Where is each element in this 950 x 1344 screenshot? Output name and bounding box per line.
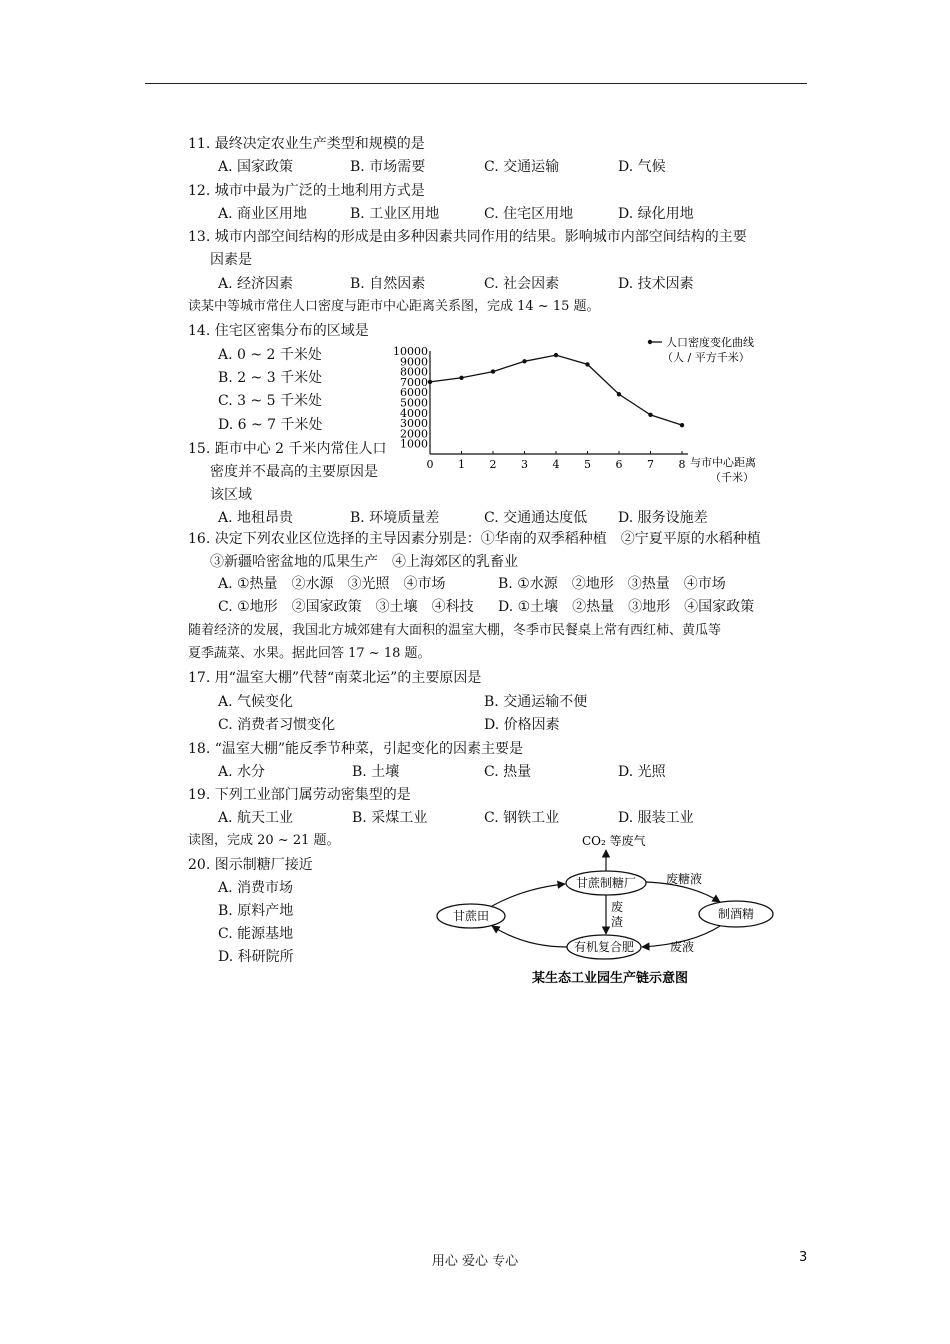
exhaust-label: CO₂ 等废气 xyxy=(582,834,646,848)
y-tick-label: 5000 xyxy=(400,396,428,410)
q12-stem: 12. 城市中最为广泛的土地利用方式是 xyxy=(188,183,425,199)
q12-option-b: B. 工业区用地 xyxy=(350,206,440,222)
q17-option-a: A. 气候变化 xyxy=(218,694,294,710)
q17-option-b: B. 交通运输不便 xyxy=(484,694,588,710)
fertilizer-label: 有机复合肥 xyxy=(573,940,635,954)
waste-liquid-label: 废液 xyxy=(670,940,695,954)
q18-option-b: B. 土壤 xyxy=(352,764,400,780)
q13-stem-line1: 13. 城市内部空间结构的形成是由多种因素共同作用的结果。影响城市内部空间结构的主要 xyxy=(188,229,747,245)
q11-stem: 11. 最终决定农业生产类型和规模的是 xyxy=(188,136,425,152)
q15-stem-line1: 15. 距市中心 2 千米内常住人口 xyxy=(188,441,387,457)
q14-option-b: B. 2 ~ 3 千米处 xyxy=(218,370,323,386)
q19-option-c: C. 钢铁工业 xyxy=(484,810,560,826)
q14-stem: 14. 住宅区密集分布的区域是 xyxy=(188,323,369,339)
q13-stem-line2: 因素是 xyxy=(210,252,252,268)
data-point xyxy=(680,423,684,427)
y-tick-label: 6000 xyxy=(400,386,428,400)
intro-17-18-line2: 夏季蔬菜、水果。据此回答 17 ~ 18 题。 xyxy=(188,646,431,661)
y-tick-label: 1000 xyxy=(400,437,428,451)
y-tick-label: 3000 xyxy=(400,417,428,431)
q19-option-b: B. 采煤工业 xyxy=(352,810,428,826)
legend-marker xyxy=(648,340,652,344)
liquor-factory-label: 制酒精 xyxy=(717,907,755,921)
q14-option-d: D. 6 ~ 7 千米处 xyxy=(218,417,323,433)
page-number: 3 xyxy=(799,1250,808,1265)
q15-stem-line3: 该区域 xyxy=(210,487,252,503)
x-tick-label: 1 xyxy=(458,458,465,471)
legend-unit: （人 / 平方千米） xyxy=(662,351,750,364)
q16-option-c: C. ①地形 ②国家政策 ③土壤 ④科技 xyxy=(218,599,474,615)
q15-stem-line2: 密度并不最高的主要原因是 xyxy=(210,464,378,480)
q16-stem-line2: ③新疆哈密盆地的瓜果生产 ④上海郊区的乳畜业 xyxy=(210,554,518,570)
intro-20-21: 读图，完成 20 ~ 21 题。 xyxy=(188,833,340,848)
q15-option-b: B. 环境质量差 xyxy=(350,510,440,526)
sugar-factory-label: 甘蔗制糖厂 xyxy=(575,876,637,890)
x-tick-label: 0 xyxy=(426,458,434,471)
x-tick-label: 5 xyxy=(584,458,591,471)
x-tick-label: 3 xyxy=(521,458,528,471)
y-tick-label: 9000 xyxy=(400,355,428,369)
y-tick-label: 10000 xyxy=(393,345,428,358)
data-point xyxy=(617,392,621,396)
q20-option-c: C. 能源基地 xyxy=(218,926,294,942)
production-chain-diagram xyxy=(430,830,790,990)
waste-molasses-label: 废糖液 xyxy=(666,872,703,886)
y-tick-label: 7000 xyxy=(400,375,428,389)
x-axis-title: 与市中心距离 xyxy=(690,456,756,469)
q17-stem: 17. 用“温室大棚”代替“南菜北运”的主要原因是 xyxy=(188,670,482,686)
data-point xyxy=(648,413,652,417)
data-point xyxy=(428,380,432,384)
q15-option-d: D. 服务设施差 xyxy=(618,510,708,526)
q15-option-c: C. 交通通达度低 xyxy=(484,510,588,526)
population-density-chart xyxy=(393,322,790,487)
q19-option-a: A. 航天工业 xyxy=(218,810,294,826)
data-point xyxy=(585,362,589,366)
q11-option-d: D. 气候 xyxy=(618,159,666,175)
page-footer: 用心 爱心 专心 xyxy=(431,1254,519,1269)
q20-option-d: D. 科研院所 xyxy=(218,949,294,965)
legend-label: 人口密度变化曲线 xyxy=(666,336,754,349)
x-tick-label: 2 xyxy=(489,458,497,471)
q12-option-c: C. 住宅区用地 xyxy=(484,206,574,222)
q13-option-c: C. 社会因素 xyxy=(484,276,560,292)
sugarcane-field-label: 甘蔗田 xyxy=(452,909,490,923)
q11-option-a: A. 国家政策 xyxy=(218,159,294,175)
q19-stem: 19. 下列工业部门属劳动密集型的是 xyxy=(188,787,411,803)
q20-stem: 20. 图示制糖厂接近 xyxy=(188,857,313,873)
q20-option-b: B. 原料产地 xyxy=(218,903,294,919)
data-point xyxy=(459,376,463,380)
q15-option-a: A. 地租昂贵 xyxy=(218,510,294,526)
q16-option-a: A. ①热量 ②水源 ③光照 ④市场 xyxy=(218,576,446,592)
waste-residue-label-1: 废 xyxy=(611,900,624,914)
intro-14-15: 读某中等城市常住人口密度与距市中心距离关系图，完成 14 ~ 15 题。 xyxy=(188,299,600,314)
q16-option-b: B. ①水源 ②地形 ③热量 ④市场 xyxy=(498,576,726,592)
waste-residue-label-2: 渣 xyxy=(611,915,624,929)
x-axis-unit: （千米） xyxy=(710,471,754,484)
data-point xyxy=(554,353,558,357)
q13-option-b: B. 自然因素 xyxy=(350,276,426,292)
q18-stem: 18. “温室大棚”能反季节种菜，引起变化的因素主要是 xyxy=(188,741,524,757)
arrow-fertilizer-to-field xyxy=(492,926,567,947)
q16-stem-line1: 16. 决定下列农业区位选择的主导因素分别是：①华南的双季稻种植 ②宁夏平原的水稻种植 xyxy=(188,531,761,547)
q17-option-c: C. 消费者习惯变化 xyxy=(218,717,336,733)
x-tick-label: 8 xyxy=(678,458,686,471)
q11-option-c: C. 交通运输 xyxy=(484,159,560,175)
q18-option-c: C. 热量 xyxy=(484,764,532,780)
q17-option-d: D. 价格因素 xyxy=(484,717,560,733)
data-point xyxy=(522,359,526,363)
q16-option-d: D. ①土壤 ②热量 ③地形 ④国家政策 xyxy=(498,599,755,615)
x-tick-label: 4 xyxy=(552,458,560,471)
intro-17-18-line1: 随着经济的发展，我国北方城郊建有大面积的温室大棚，冬季市民餐桌上常有西红柿、黄瓜等 xyxy=(188,623,722,638)
q13-option-d: D. 技术因素 xyxy=(618,276,694,292)
x-tick-label: 6 xyxy=(615,458,623,471)
header-rule xyxy=(145,83,807,84)
x-tick-label: 7 xyxy=(647,458,654,471)
q14-option-a: A. 0 ~ 2 千米处 xyxy=(218,347,322,363)
q18-option-d: D. 光照 xyxy=(618,764,666,780)
y-tick-label: 2000 xyxy=(400,427,428,441)
q12-option-d: D. 绿化用地 xyxy=(618,206,694,222)
diagram-caption: 某生态工业园生产链示意图 xyxy=(531,971,689,986)
q20-option-a: A. 消费市场 xyxy=(218,880,294,896)
q13-option-a: A. 经济因素 xyxy=(218,276,294,292)
q19-option-d: D. 服装工业 xyxy=(618,810,694,826)
data-point xyxy=(491,369,495,373)
q18-option-a: A. 水分 xyxy=(218,764,266,780)
y-tick-label: 8000 xyxy=(400,365,428,379)
q11-option-b: B. 市场需要 xyxy=(350,159,426,175)
density-line xyxy=(430,355,682,425)
q14-option-c: C. 3 ~ 5 千米处 xyxy=(218,393,323,409)
q12-option-a: A. 商业区用地 xyxy=(218,206,308,222)
y-tick-label: 4000 xyxy=(400,406,428,420)
arrow-field-to-factory xyxy=(492,884,565,906)
